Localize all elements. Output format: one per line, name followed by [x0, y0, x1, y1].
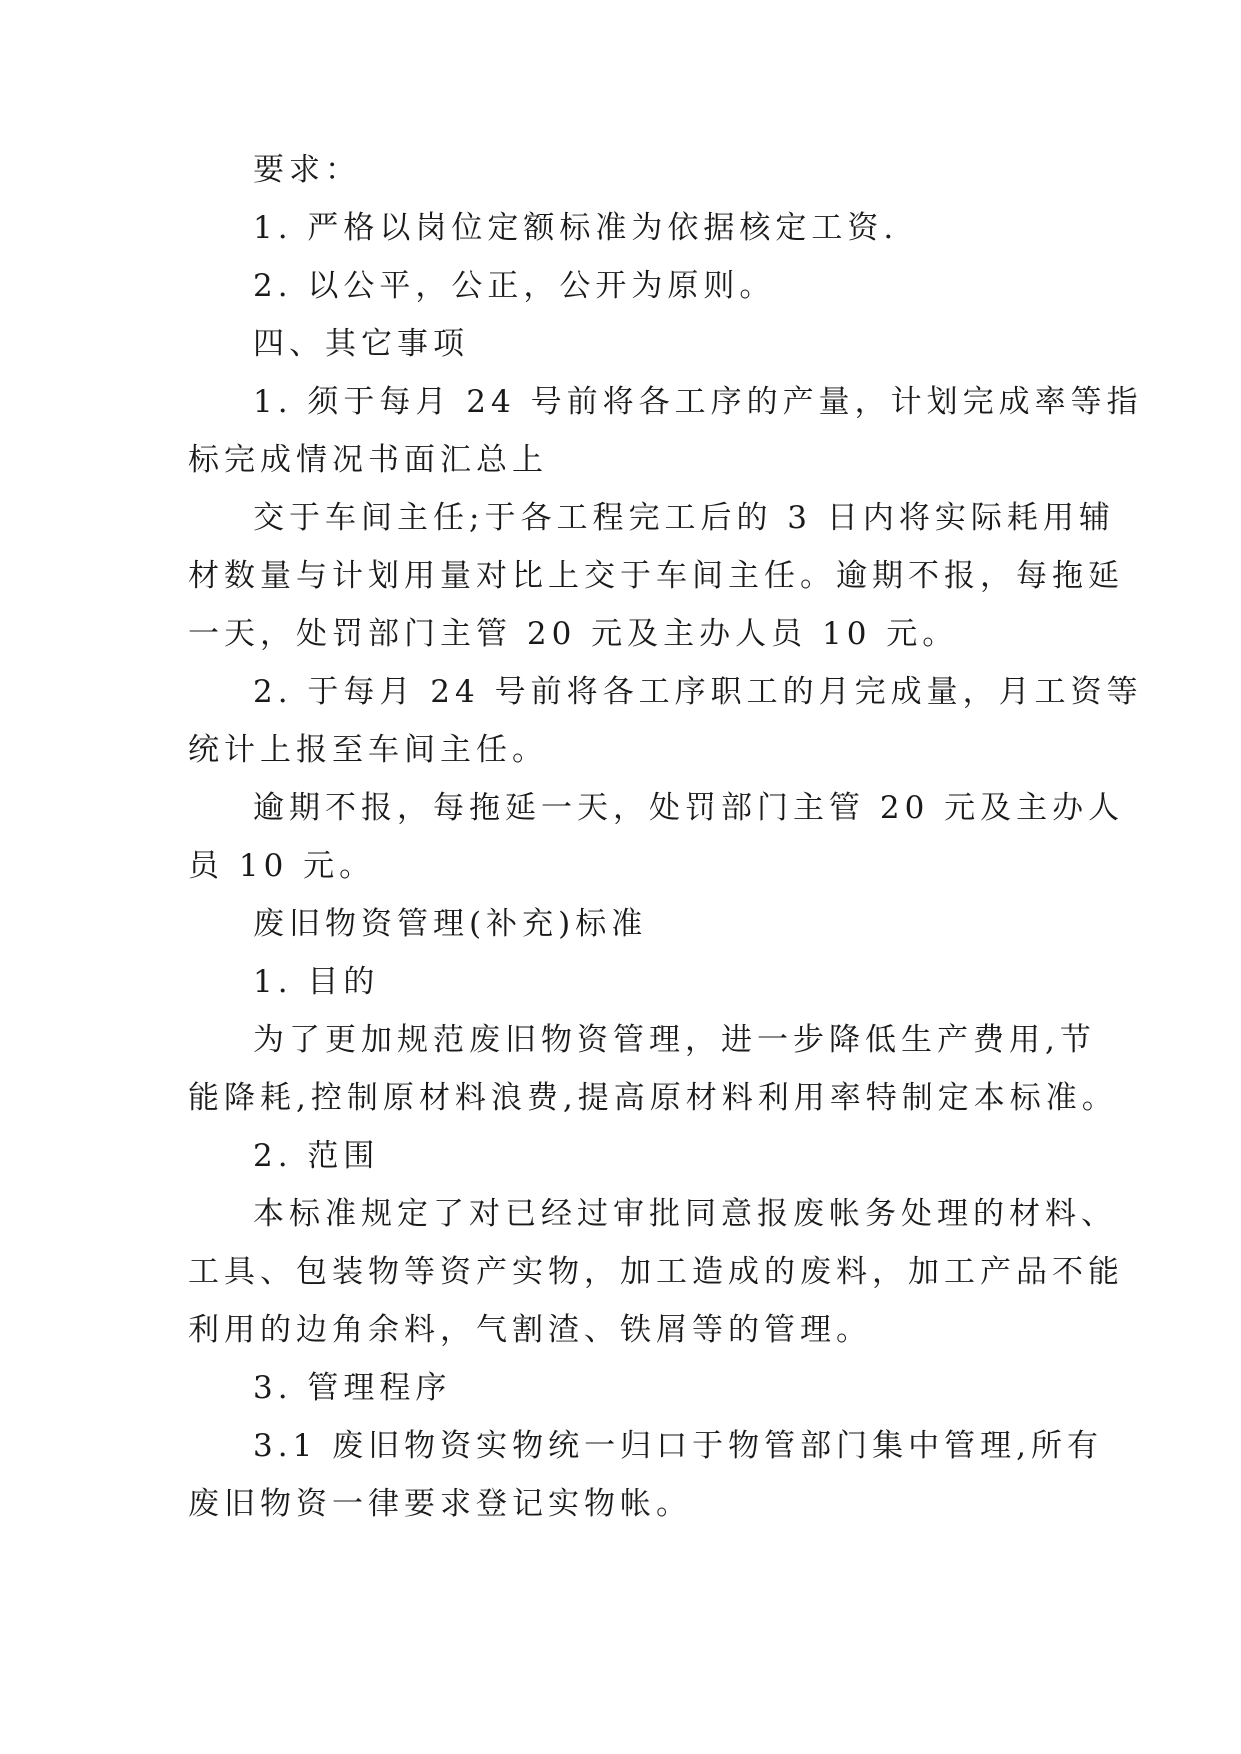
- section-heading-other-matters: 四、其它事项: [253, 326, 469, 362]
- paragraph-line: 材数量与计划用量对比上交于车间主任。逾期不报，每拖延: [188, 558, 1124, 594]
- requirements-heading: 要求：: [253, 152, 361, 188]
- section-heading-waste-materials: 废旧物资管理(补充)标准: [253, 906, 648, 942]
- requirement-item-2: 2. 以公平，公正，公开为原则。: [253, 268, 776, 304]
- paragraph-line: 员 10 元。: [188, 848, 376, 884]
- subheading-purpose: 1. 目的: [253, 964, 380, 1000]
- paragraph-line: 一天，处罚部门主管 20 元及主办人员 10 元。: [188, 616, 959, 652]
- subheading-management-procedure: 3. 管理程序: [253, 1370, 452, 1406]
- paragraph-line: 工具、包装物等资产实物，加工造成的废料，加工产品不能: [188, 1254, 1124, 1290]
- paragraph-line: 废旧物资一律要求登记实物帐。: [188, 1486, 692, 1522]
- requirement-item-1: 1. 严格以岗位定额标准为依据核定工资.: [253, 210, 899, 246]
- paragraph-line: 为了更加规范废旧物资管理，进一步降低生产费用,节: [253, 1022, 1096, 1058]
- paragraph-line: 1. 须于每月 24 号前将各工序的产量，计划完成率等指: [253, 384, 1143, 420]
- paragraph-line: 能降耗,控制原材料浪费,提高原材料利用率特制定本标准。: [188, 1080, 1118, 1116]
- paragraph-line: 统计上报至车间主任。: [188, 732, 548, 768]
- paragraph-line: 2. 于每月 24 号前将各工序职工的月完成量，月工资等: [253, 674, 1143, 710]
- subheading-scope: 2. 范围: [253, 1138, 380, 1174]
- paragraph-line: 3.1 废旧物资实物统一归口于物管部门集中管理,所有: [253, 1428, 1104, 1464]
- paragraph-line: 利用的边角余料，气割渣、铁屑等的管理。: [188, 1312, 872, 1348]
- paragraph-line: 标完成情况书面汇总上: [188, 442, 548, 478]
- paragraph-line: 逾期不报，每拖延一天，处罚部门主管 20 元及主办人: [253, 790, 1125, 826]
- paragraph-line: 交于车间主任;于各工程完工后的 3 日内将实际耗用辅: [253, 500, 1115, 536]
- paragraph-line: 本标准规定了对已经过审批同意报废帐务处理的材料、: [253, 1196, 1117, 1232]
